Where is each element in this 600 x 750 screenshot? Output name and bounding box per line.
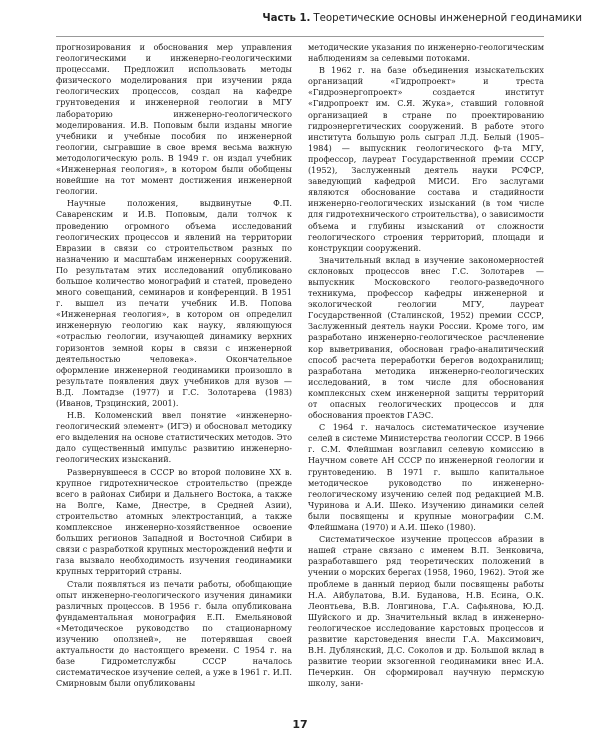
- header-part-label: Часть 1.: [262, 12, 311, 24]
- header-divider: [56, 36, 544, 37]
- paragraph: С 1964 г. началось систематическое изучение селей в системе Министерства геологии СССР. В 1966 г. С.М. Флейшман возглавил селевую комиссию в Научном совете АН СССР по инженерной геологии и грунтоведению. В 1971 г. вышло капитальное методическое руководство по инженерно-геологическому изучению селей под редакцией М.В. Чуринова и А.И. Шеко. Изучению динамики селей были посвящены и крупные монографии С.М. Флейшмана (1970) и А.И. Шеко (1980).: [308, 422, 544, 533]
- paragraph: Стали появляться из печати работы, обобщающие опыт инженерно-геологического изучения динамики различных процессов. В 1956 г. была опубликована фундаментальная монография Е.П. Емельяновой «Методическое руководство по стационарному изучению оползней», не потерявшая своей актуальности до настоящего времени. С 1954 г. на базе Гидрометслужбы СССР началось систематическое изучение селей, а уже в 1961 г. И.П. Смирновым были опубликованы: [56, 578, 292, 689]
- running-header: [18, 0, 582, 36]
- paragraph: Систематическое изучение процессов абразии в нашей стране связано с именем В.П. Зенковича, разработавшего ряд теоретических положений в учении о морских берегах (1958, 1960, 1962). Этой же проблеме в данный период были посвящены работы Н.А. Айбулатова, В.И. Буданова, Н.В. Есина, О.К. Леонтьева, В.В. Лонгинова, Г.А. Сафьянова, Ю.Д. Шуйского и др. Значительный вклад в инженерно-геологическое исследование карстовых процессов и развитие карстоведения внесли Г.А. Максимович, В.Н. Дублянский, Д.С. Соколов и др. Большой вклад в развитие теории экзогенной геодинамики внес И.А. Печеркин. Он сформировал научную пермскую школу, зани-: [308, 534, 544, 689]
- paragraph: Развернувшееся в СССР во второй половине XX в. крупное гидротехническое строительство (прежде всего в районах Сибири и Дальнего Востока, а также на Волге, Каме, Днестре, в Средней Азии), строительство атомных электростанций, а также комплексное инженерно-хозяйственное освоение больших регионов Западной и Восточной Сибири в связи с разработкой крупных месторождений нефти и газа вызвало необходимость изучения геодинамики крупных территорий страны.: [56, 466, 292, 577]
- header-part-title: Теоретические основы инженерной геодинамики: [313, 12, 582, 24]
- right-column: [308, 42, 544, 712]
- paragraph: прогнозирования и обоснования мер управления геологическими и инженерно-геологическими процессами. Предложил использовать методы физического моделирования при изучении ряда геологических процессов, создал на кафедре грунтоведения и инженерной геологии в МГУ лабораторию инженерно-геологического моделирования. И.В. Поповым были изданы многие учебники и учебные пособия по инженерной геологии, сыгравшие в свое время весьма важную методологическую роль. В 1949 г. он издал учебник «Инженерная геология», в котором были обобщены новейшие на тот момент достижения инженерной геологии.: [56, 42, 292, 197]
- paragraph: Н.В. Коломенский ввел понятие «инженерно-геологический элемент» (ИГЭ) и обосновал методику его выделения на основе статистических методов. Это дало существенный импульс развитию инженерно-геологических изысканий.: [56, 410, 292, 465]
- paragraph: методические указания по инженерно-геологическим наблюдениям за селевыми потоками.: [308, 42, 544, 64]
- page-number: 17: [292, 718, 308, 731]
- paragraph: Значительный вклад в изучение закономерностей склоновых процессов внес Г.С. Золотарев — выпускник Московского геолого-разведочного техникума, профессор кафедры инженерной и экологической геологии МГУ, лауреат Государственной (Сталинской, 1952) премии СССР, Заслуженный деятель науки России. Кроме того, им разработано инженерно-геологическое расчленение кор выветривания, обоснован графо-аналитический способ расчета переработки берегов водохранилищ; разработана методика инженерно-геологических исследований, в том числе для обоснования комплексных схем инженерной защиты территорий от опасных геологических процессов и для обоснования проектов ГАЭС.: [308, 254, 544, 421]
- paragraph: Научные положения, выдвинутые Ф.П. Саваренским и И.В. Поповым, дали толчок к проведению огромного объема исследований геологических процессов и явлений на территории Евразии в связи со строительством разных по назначению и масштабам инженерных сооружений. По результатам этих исследований опубликовано большое количество монографий и статей, проведено много совещаний, семинаров и конференций. В 1951 г. вышел из печати учебник И.В. Попова «Инженерная геология», в котором он определил инженерную геологию как науку, являющуюся «отраслью геологии, изучающей динамику верхних горизонтов земной коры в связи с инженерной деятельностью человека». Окончательное оформление инженерной геодинамики произошло в результате появления двух учебников для вузов — В.Д. Ломтадзе (1977) и Г.С. Золотарева (1983) (Иванов, Трзцинский, 2001).: [56, 198, 292, 408]
- text-columns: [56, 42, 544, 712]
- left-column: [56, 42, 292, 712]
- paragraph: В 1962 г. на базе объединения изыскательских организаций «Гидропроект» и треста «Гидроэнергопроект» создается институт «Гидропроект им. С.Я. Жука», ставший головной организацией в стране по проектированию гидроэнергетических сооружений. В работе этого института большую роль сыграл Л.Д. Белый (1905–1984) — выпускник геологического ф-та МГУ, профессор, лауреат Государственной премии СССР (1952), Заслуженный деятель науки РСФСР, заведующий кафедрой МИСИ. Его заслугами являются обоснование состава и стадийности инженерно-геологических изысканий (в том числе для гидротехнического строительства), о зависимости объема и глубины изысканий от сложности геологического строения территорий, площади и конструкции сооружений.: [308, 65, 544, 253]
